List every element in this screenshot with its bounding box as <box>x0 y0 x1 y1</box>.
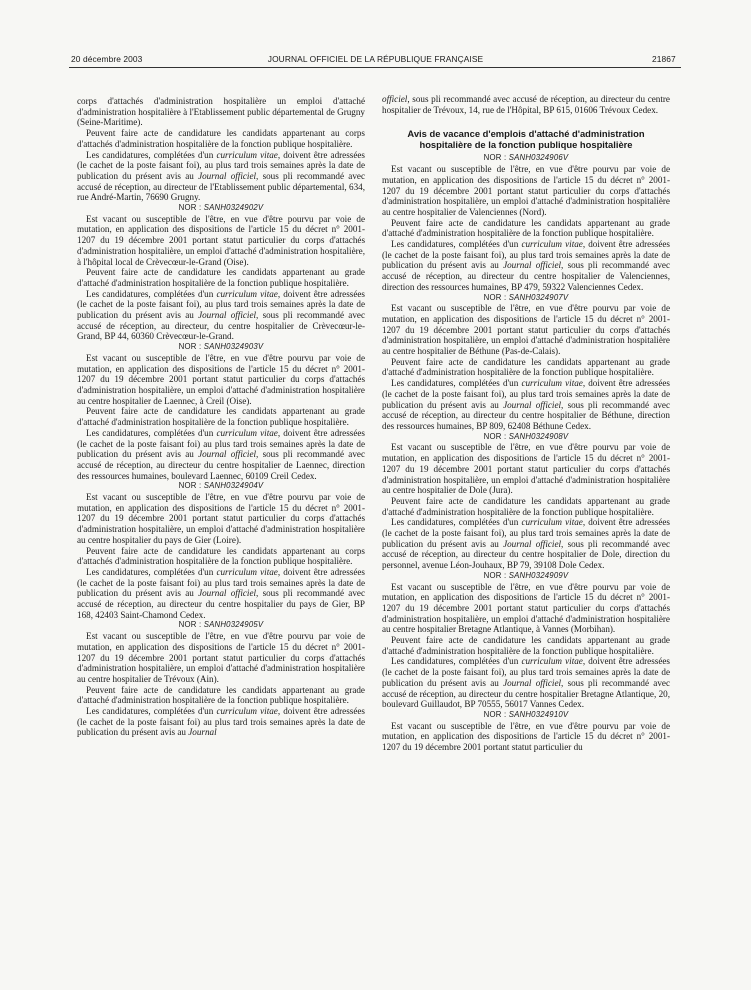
nor-reference: NOR : SANH0324902V <box>178 203 264 213</box>
paragraph: Est vacant ou susceptible de l'être, en vue d'être pourvu par voie de mutation, en application des dispositions de l'article 15 du décret n° 2001-1207 du 19 décembre 2001 portant statut particulier du <box>382 720 670 753</box>
paragraph: Peuvent faire acte de candidature les candidats appartenant au corps d'attachés d'administration hospitalière de la fonction publique hospitalière. <box>77 128 365 149</box>
nor-reference: NOR : SANH0324903V <box>178 342 264 352</box>
paragraph: Les candidatures, complétées d'un curriculum vitae, doivent être adressées (le cachet de la poste faisant foi), au plus tard trois semaines après la date de publication du présent avis au Journal officiel, sous pli recommandé avec accusé de réception, au directeur, du centre hospitalier de Crèvecœur-le-Grand, BP 44, 60360 Crèvecœur-le-Grand. <box>77 288 365 342</box>
paragraph: Les candidatures, complétées d'un curriculum vitae, doivent être adressées (le cachet de la poste faisant foi), au plus tard trois semaines après la date de publication du présent avis au Journal officiel, sous pli recommandé avec accusé de réception, au directeur du centre hospitalier de Valenciennes, direction des ressources humaines, BP 479, 59322 Valenciennes Cedex. <box>382 239 670 292</box>
nor-reference: NOR : SANH0324904V <box>178 481 264 491</box>
paragraph: Est vacant ou susceptible de l'être, en vue d'être pourvu par voie de mutation, en application des dispositions de l'article 15 du décret n° 2001-1207 du 19 décembre 2001 portant statut particulier du corps d'attachés d'administration hospitalière, un emploi d'attaché d'administration hospitalière au centre hospitalier de Béthune (Pas-de-Calais). <box>382 303 670 357</box>
paragraph: Est vacant ou susceptible de l'être, en vue d'être pourvu par voie de mutation, en application des dispositions de l'article 15 du décret n° 2001-1207 du 19 décembre 2001 portant statut particulier du corps d'attachés d'administration hospitalière, un emploi d'attaché d'administration hospitalière au centre hospitalier du pays de Gier (Loire). <box>77 492 365 545</box>
paragraph: Les candidatures, complétées d'un curriculum vitae, doivent être adressées (le cachet de la poste faisant foi), au plus tard trois semaines après la date de publication du présent avis au Journal officiel, sous pli recommandé avec accusé de réception, au directeur de l'Etablissement public départemental, 634, rue André-Martin, 76690 Grugny. <box>77 149 365 203</box>
paragraph: officiel, sous pli recommandé avec accusé de réception, au directeur du centre hospitalier de Trévoux, 14, rue de l'Hôpital, BP 615, 01606 Trévoux Cedex. <box>382 94 670 115</box>
header-rule <box>69 67 681 68</box>
header-page-number: 21867 <box>652 54 676 64</box>
paragraph: Est vacant ou susceptible de l'être, en vue d'être pourvu par voie de mutation, en application des dispositions de l'article 15 du décret n° 2001-1207 du 19 décembre 2001 portant statut particulier du corps d'attachés d'administration hospitalière, un emploi d'attaché d'administration hospitalière au centre hospitalier de Laennec, à Creil (Oise). <box>77 352 365 406</box>
left-column <box>77 96 365 738</box>
paragraph: Les candidatures, complétées d'un curriculum vitae, doivent être adressées (le cachet de la poste faisant foi) au plus tard trois semaines après la date de publication du présent avis au Journal officiel, sous pli recommandé avec accusé de réception, au directeur du centre hospitalier de Laennec, direction des ressources humaines, boulevard Laennec, 60109 Creil Cedex. <box>77 427 365 481</box>
paragraph: Est vacant ou susceptible de l'être, en vue d'être pourvu par voie de mutation, en application des dispositions de l'article 15 du décret n° 2001-1207 du 19 décembre 2001 portant statut particulier du corps d'attachés d'administration hospitalière, un emploi d'attaché d'administration hospitalière au centre hospitalier de Dole (Jura). <box>382 442 670 496</box>
page-header <box>0 0 751 64</box>
paragraph: Est vacant ou susceptible de l'être, en vue d'être pourvu par voie de mutation, en application des dispositions de l'article 15 du décret n° 2001-1207 du 19 décembre 2001 portant statut particulier du corps d'attachés d'administration hospitalière, un emploi d'attaché d'administration hospitalière au centre hospitalier Bretagne Atlantique, à Vannes (Morbihan). <box>382 581 670 635</box>
nor-reference: NOR : SANH0324905V <box>178 620 264 630</box>
right-column <box>382 94 670 753</box>
header-title: JOURNAL OFFICIEL DE LA RÉPUBLIQUE FRANÇAISE <box>267 54 484 64</box>
nor-reference: NOR : SANH0324907V <box>483 292 569 302</box>
nor-reference: NOR : SANH0324906V <box>483 153 569 163</box>
header-date: 20 décembre 2003 <box>71 54 143 64</box>
nor-reference: NOR : SANH0324910V <box>483 709 569 719</box>
paragraph: Peuvent faire acte de candidature les candidats appartenant au grade d'attaché d'administration hospitalière de la fonction publique hospitalière. <box>382 495 670 517</box>
paragraph: Les candidatures, complétées d'un curriculum vitae, doivent être adressées (le cachet de la poste faisant foi), au plus tard trois semaines après la date de publication du présent avis au Journal officiel, sous pli recommandé avec accusé de réception, au directeur du centre hospitalier de Béthune, direction des ressources humaines, BP 809, 62408 Béthune Cedex. <box>382 378 670 431</box>
paragraph: Peuvent faire acte de candidature les candidats appartenant au grade d'attaché d'administration hospitalière de la fonction publique hospitalière. <box>382 356 670 378</box>
paragraph: Est vacant ou susceptible de l'être, en vue d'être pourvu par voie de mutation, en application des dispositions de l'article 15 du décret n° 2001-1207 du 19 décembre 2001 portant statut particulier du corps d'attachés d'administration hospitalière, un emploi d'attaché d'administration hospitalière au centre hospitalier de Trévoux (Ain). <box>77 631 365 684</box>
paragraph: Les candidatures, complétées d'un curriculum vitae, doivent être adressées (le cachet de la poste faisant foi) au plus tard trois semaines après la date de publication du présent avis au Journal <box>77 706 365 738</box>
paragraph: Peuvent faire acte de candidature les candidats appartenant au grade d'attaché d'administration hospitalière de la fonction publique hospitalière. <box>77 684 365 706</box>
paragraph: corps d'attachés d'administration hospitalière un emploi d'attaché d'administration hospitalière à l'Etablissement public départemental de Grugny (Seine-Maritime). <box>77 96 365 128</box>
paragraph: Peuvent faire acte de candidature les candidats appartenant au grade d'attaché d'administration hospitalière de la fonction publique hospitalière. <box>77 406 365 428</box>
paragraph: Est vacant ou susceptible de l'être, en vue d'être pourvu par voie de mutation, en application des dispositions de l'article 15 du décret n° 2001-1207 du 19 décembre 2001 portant statut particulier du corps d'attachés d'administration hospitalière, un emploi d'attaché d'administration hospitalière, à l'hôpital local de Crèvecœur-le-Grand (Oise). <box>77 213 365 267</box>
paragraph: Peuvent faire acte de candidature les candidats appartenant au grade d'attaché d'administration hospitalière de la fonction publique hospitalière. <box>77 267 365 288</box>
paragraph: Les candidatures, complétées d'un curriculum vitae, doivent être adressées (le cachet de la poste faisant foi) au plus tard trois semaines après la date de publication du présent avis au Journal officiel, sous pli recommandé avec accusé de réception, au directeur du centre hospitalier du pays de Gier, BP 168, 42403 Saint-Chamond Cedex. <box>77 566 365 620</box>
paragraph: Est vacant ou susceptible de l'être, en vue d'être pourvu par voie de mutation, en application des dispositions de l'article 15 du décret n° 2001-1207 du 19 décembre 2001 portant statut particulier du corps d'attachés d'administration hospitalière, un emploi d'attaché d'administration hospitalière au centre hospitalier de Valenciennes (Nord). <box>382 164 670 217</box>
paragraph: Peuvent faire acte de candidature les candidats appartenant au corps d'attachés d'administration hospitalière de la fonction publique hospitalière. <box>77 545 365 567</box>
paragraph: Peuvent faire acte de candidature les candidats appartenant au grade d'attaché d'administration hospitalière de la fonction publique hospitalière. <box>382 217 670 239</box>
paragraph: Les candidatures, complétées d'un curriculum vitae, doivent être adressées (le cachet de la poste faisant foi), au plus tard trois semaines après la date de publication du présent avis au Journal officiel, sous pli recommandé avec accusé de réception, au directeur du centre hospitalier de Dole, direction du personnel, avenue Léon-Jouhaux, BP 79, 39108 Dole Cedex. <box>382 517 670 571</box>
section-heading: Avis de vacance d'emplois d'attaché d'administration hospitalière de la fonction publique hospitalière <box>407 128 645 151</box>
paragraph: Peuvent faire acte de candidature les candidats appartenant au grade d'attaché d'administration hospitalière de la fonction publique hospitalière. <box>382 635 670 656</box>
nor-reference: NOR : SANH0324909V <box>483 570 569 580</box>
paragraph: Les candidatures, complétées d'un curriculum vitae, doivent être adressées (le cachet de la poste faisant foi), au plus tard trois semaines après la date de publication du présent avis au Journal officiel, sous pli recommandé avec accusé de réception, au directeur du centre hospitalier Bretagne Atlantique, 20, boulevard Guillaudot, BP 70555, 56017 Vannes Cedex. <box>382 656 670 710</box>
nor-reference: NOR : SANH0324908V <box>483 431 569 441</box>
